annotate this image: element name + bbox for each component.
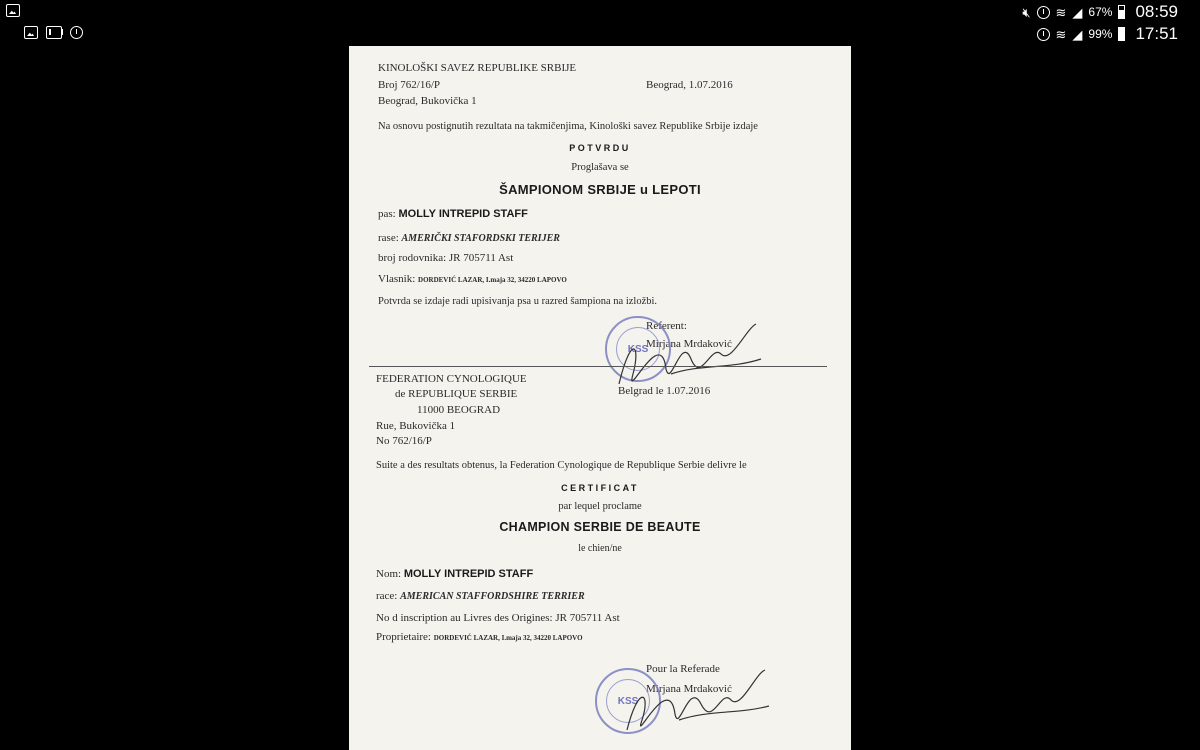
note-text: Potvrda se izdaje radi upisivanja psa u razred šampiona na izložbi. <box>378 296 658 307</box>
potvrdu-heading: POTVRDU <box>569 143 631 153</box>
fr-city-date: Belgrad le 1.07.2016 <box>618 385 711 397</box>
alarm-icon <box>1037 6 1050 19</box>
org-name: KINOLOŠKI SAVEZ REPUBLIKE SRBIJE <box>378 62 577 74</box>
address: Beograd, Bukovička 1 <box>378 95 477 107</box>
owner-label: Vlasnik: <box>378 273 416 285</box>
signal-icon: ◢ <box>1072 4 1083 20</box>
battery-icon <box>1118 5 1125 19</box>
status-icons-secondary <box>1037 24 1178 44</box>
wifi-icon: ≋ <box>1055 4 1067 20</box>
signature-2 <box>617 658 777 738</box>
gallery-notification-icon <box>6 4 20 17</box>
fr-dog-name-label: Nom: <box>376 568 402 580</box>
battery-percent: 67% <box>1088 5 1113 19</box>
fr-owner-value: DORDEVIĆ LAZAR, I.maja 32, 34220 LAPOVO <box>433 634 583 642</box>
fr-owner-field <box>376 631 583 643</box>
fr-org-line-3: 11000 BEOGRAD <box>417 404 501 416</box>
stamp-text: KSS <box>627 344 649 356</box>
fr-owner-label: Proprietaire: <box>376 631 431 643</box>
section-divider <box>369 366 827 367</box>
certificate-document <box>349 46 851 750</box>
notification-icons-secondary <box>24 26 83 39</box>
signature-1 <box>611 314 771 394</box>
fr-reference-number: No 762/16/P <box>376 435 432 447</box>
gallery-notification-icon <box>24 26 38 39</box>
signal-icon: ◢ <box>1072 26 1083 42</box>
status-icons <box>1022 2 1178 22</box>
intro-text: Na osnovu postignutih rezultata na takmičenjima, Kinološki savez Republike Srbije izdaje <box>378 121 758 132</box>
proglasava-text: Proglašava se <box>571 162 629 173</box>
alarm-icon <box>70 26 83 39</box>
fr-dog-name-field <box>376 568 533 580</box>
clock: 17:51 <box>1135 24 1178 43</box>
pedigree-value: JR 705711 Ast <box>448 252 514 264</box>
fr-breed-field <box>376 590 585 602</box>
pedigree-label: broj rodovnika: <box>378 252 447 264</box>
fr-org-line-1: FEDERATION CYNOLOGIQUE <box>376 373 527 385</box>
status-bar-primary <box>0 0 1200 24</box>
reference-number: Broj 762/16/P <box>378 79 441 91</box>
stamp-text-2: KSS <box>617 696 639 708</box>
fr-breed-value: AMERICAN STAFFORDSHIRE TERRIER <box>400 591 585 602</box>
fr-org-line-2: de REPUBLIQUE SERBIE <box>395 388 518 400</box>
fr-address: Rue, Bukovička 1 <box>376 420 456 432</box>
referade-label: Pour la Referade <box>646 663 720 675</box>
par-lequel-text: par lequel proclame <box>558 501 642 512</box>
certificat-heading: CERTIFICAT <box>561 483 639 493</box>
notification-icons <box>6 4 20 17</box>
mail-icon <box>46 26 62 39</box>
alarm-icon <box>1037 28 1050 41</box>
owner-field <box>378 273 567 285</box>
breed-label: rase: <box>378 232 399 244</box>
dog-name-label: pas: <box>378 208 396 220</box>
fr-breed-label: race: <box>376 590 398 602</box>
champion-title: ŠAMPIONOM SRBIJE u LEPOTI <box>499 182 701 197</box>
status-bar-secondary <box>0 22 1200 46</box>
le-chien-text: le chien/ne <box>578 543 622 554</box>
wifi-icon: ≋ <box>1055 26 1067 42</box>
referent-name: Mirjana Mrdaković <box>646 338 732 350</box>
battery-icon <box>1118 27 1125 41</box>
breed-value: AMERIČKI STAFORDSKI TERIJER <box>401 233 560 244</box>
dog-name-field <box>378 208 528 220</box>
city-date: Beograd, 1.07.2016 <box>646 79 733 91</box>
clock: 08:59 <box>1135 2 1178 21</box>
fr-dog-name-value: MOLLY INTREPID STAFF <box>403 568 534 580</box>
referade-name: Mirjana Mrdaković <box>646 683 732 695</box>
dog-name-value: MOLLY INTREPID STAFF <box>398 208 528 220</box>
breed-field <box>378 232 560 244</box>
mute-icon: 🔇︎ <box>1022 4 1031 20</box>
pedigree-field <box>378 252 513 264</box>
fr-champion-title: CHAMPION SERBIE DE BEAUTE <box>499 520 701 534</box>
referent-label: Referent: <box>646 320 687 332</box>
fr-inscription-field: No d inscription au Livres des Origines: JR 705711 Ast <box>376 612 620 624</box>
owner-value: DORDEVIĆ LAZAR, I.maja 32, 34220 LAPOVO <box>418 276 567 284</box>
battery-percent: 99% <box>1088 27 1113 41</box>
fr-intro-text: Suite a des resultats obtenus, la Federation Cynologique de Republique Serbie delivre le <box>376 460 747 471</box>
